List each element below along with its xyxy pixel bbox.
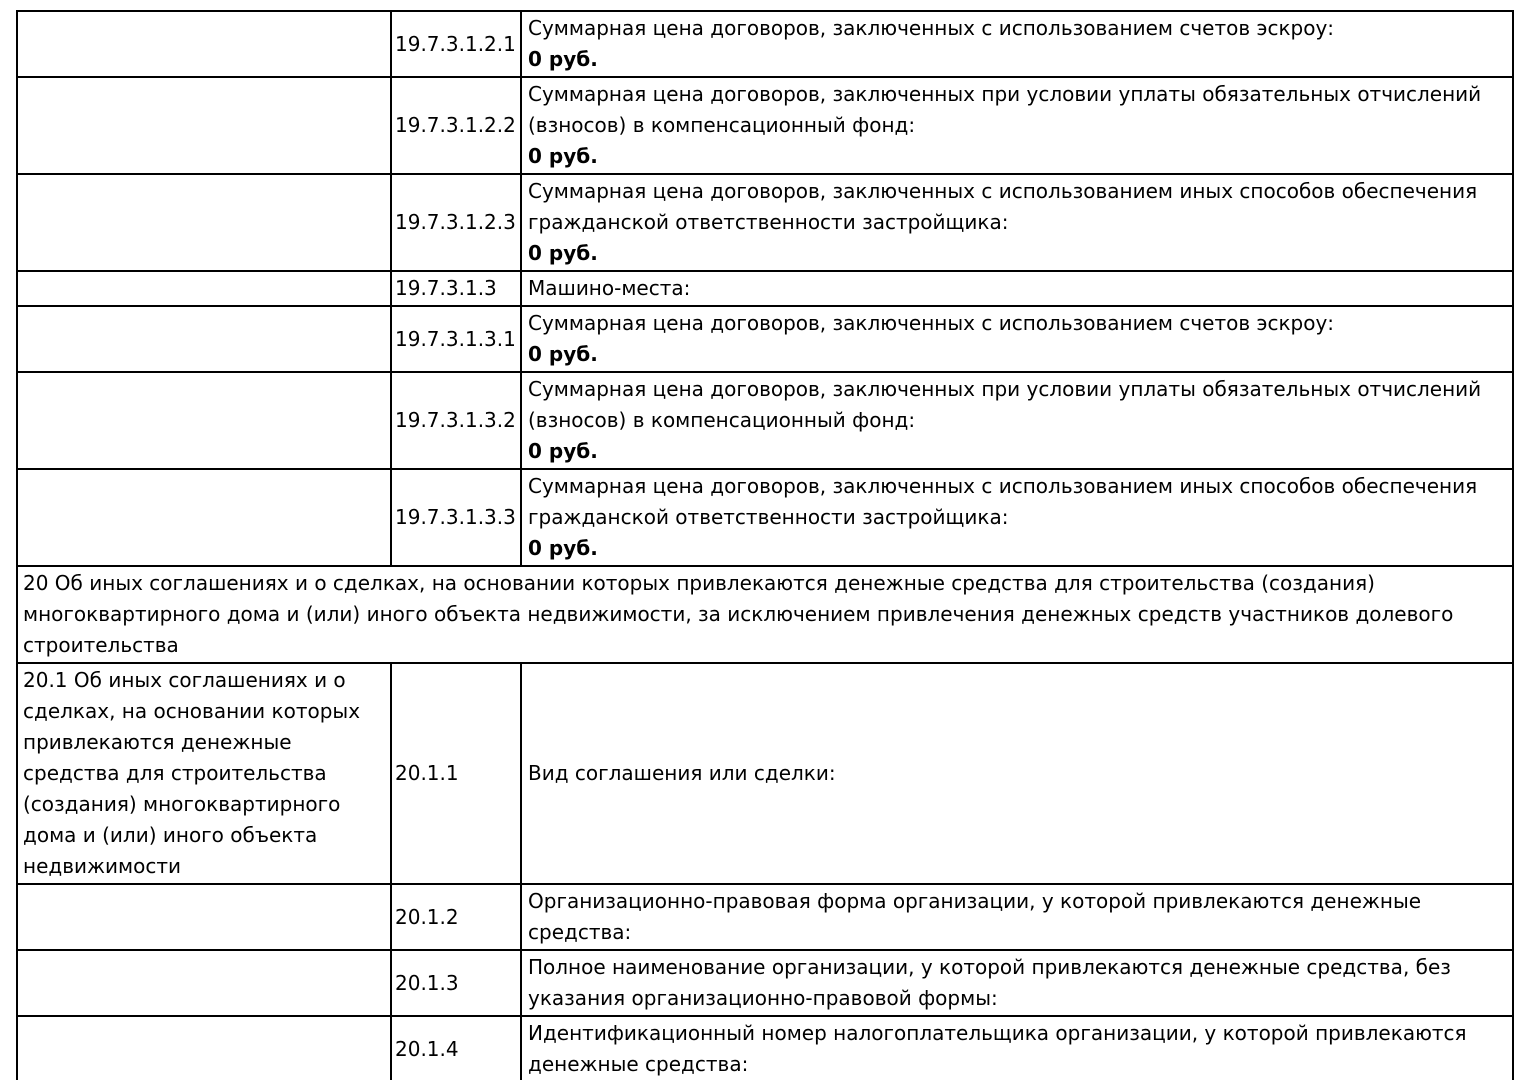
table-row [17, 271, 1513, 306]
row-text: Суммарная цена договоров, заключенных при условии уплаты обязательных отчислений (взносов) в компенсационный фонд: [528, 82, 1482, 137]
row-value: 0 руб. [528, 47, 598, 71]
row-text: Суммарная цена договоров, заключенных с использованием счетов эскроу: [528, 16, 1335, 40]
row-label-cell [17, 174, 391, 271]
row-content-cell [521, 469, 1513, 566]
section-header-row [17, 566, 1513, 663]
row-content-cell [521, 884, 1513, 950]
row-text: Суммарная цена договоров, заключенных с использованием счетов эскроу: [528, 311, 1335, 335]
row-text: Машино-места: [528, 276, 691, 300]
row-text: Вид соглашения или сделки: [528, 761, 836, 785]
table-row [17, 306, 1513, 372]
row-number: 19.7.3.1.2.3 [391, 174, 521, 271]
row-value: 0 руб. [528, 536, 598, 560]
row-number: 19.7.3.1.2.1 [391, 11, 521, 77]
row-content-cell [521, 77, 1513, 174]
row-text: Организационно-правовая форма организации, у которой привлекаются денежные средства: [528, 889, 1422, 944]
row-label-cell [17, 306, 391, 372]
table-row [17, 663, 1513, 884]
row-label-cell [17, 1016, 391, 1080]
row-number: 20.1.1 [391, 663, 521, 884]
row-number: 19.7.3.1.3 [391, 271, 521, 306]
row-value: 0 руб. [528, 342, 598, 366]
row-label-cell [17, 11, 391, 77]
row-content-cell [521, 306, 1513, 372]
row-text: Суммарная цена договоров, заключенных с использованием иных способов обеспечения гражданской ответственности застройщика: [528, 179, 1478, 234]
declaration-table [16, 10, 1514, 1080]
row-value: 0 руб. [528, 439, 598, 463]
row-text: Суммарная цена договоров, заключенных с использованием иных способов обеспечения гражданской ответственности застройщика: [528, 474, 1478, 529]
row-number: 20.1.2 [391, 884, 521, 950]
row-content-cell [521, 271, 1513, 306]
row-content-cell [521, 11, 1513, 77]
section-header: 20 Об иных соглашениях и о сделках, на основании которых привлекаются денежные средства для строительства (создания) многоквартирного дома и (или) иного объекта недвижимости, за исключением привлечения денежных средств участников долевого строительства [17, 566, 1513, 663]
row-number: 20.1.3 [391, 950, 521, 1016]
row-number: 19.7.3.1.3.2 [391, 372, 521, 469]
table-row [17, 1016, 1513, 1080]
table-row [17, 174, 1513, 271]
row-content-cell [521, 372, 1513, 469]
row-content-cell [521, 1016, 1513, 1080]
row-label-cell: 20.1 Об иных соглашениях и о сделках, на основании которых привлекаются денежные средства для строительства (создания) многоквартирного дома и (или) иного объекта недвижимости [17, 663, 391, 884]
row-value: 0 руб. [528, 144, 598, 168]
row-number: 19.7.3.1.2.2 [391, 77, 521, 174]
row-text: Суммарная цена договоров, заключенных при условии уплаты обязательных отчислений (взносов) в компенсационный фонд: [528, 377, 1482, 432]
row-label-cell [17, 884, 391, 950]
row-label-cell [17, 77, 391, 174]
row-value: 0 руб. [528, 241, 598, 265]
row-number: 20.1.4 [391, 1016, 521, 1080]
table-row [17, 11, 1513, 77]
row-content-cell [521, 950, 1513, 1016]
row-label-cell [17, 271, 391, 306]
table-row [17, 469, 1513, 566]
table-row [17, 372, 1513, 469]
row-text: Полное наименование организации, у которой привлекаются денежные средства, без указания организационно-правовой формы: [528, 955, 1451, 1010]
row-label-cell [17, 469, 391, 566]
table-row [17, 950, 1513, 1016]
row-label-cell [17, 372, 391, 469]
table-row [17, 77, 1513, 174]
row-label-cell [17, 950, 391, 1016]
row-content-cell [521, 663, 1513, 884]
row-number: 19.7.3.1.3.1 [391, 306, 521, 372]
table-row [17, 884, 1513, 950]
row-text: Идентификационный номер налогоплательщика организации, у которой привлекаются денежные средства: [528, 1021, 1467, 1076]
row-number: 19.7.3.1.3.3 [391, 469, 521, 566]
row-content-cell [521, 174, 1513, 271]
